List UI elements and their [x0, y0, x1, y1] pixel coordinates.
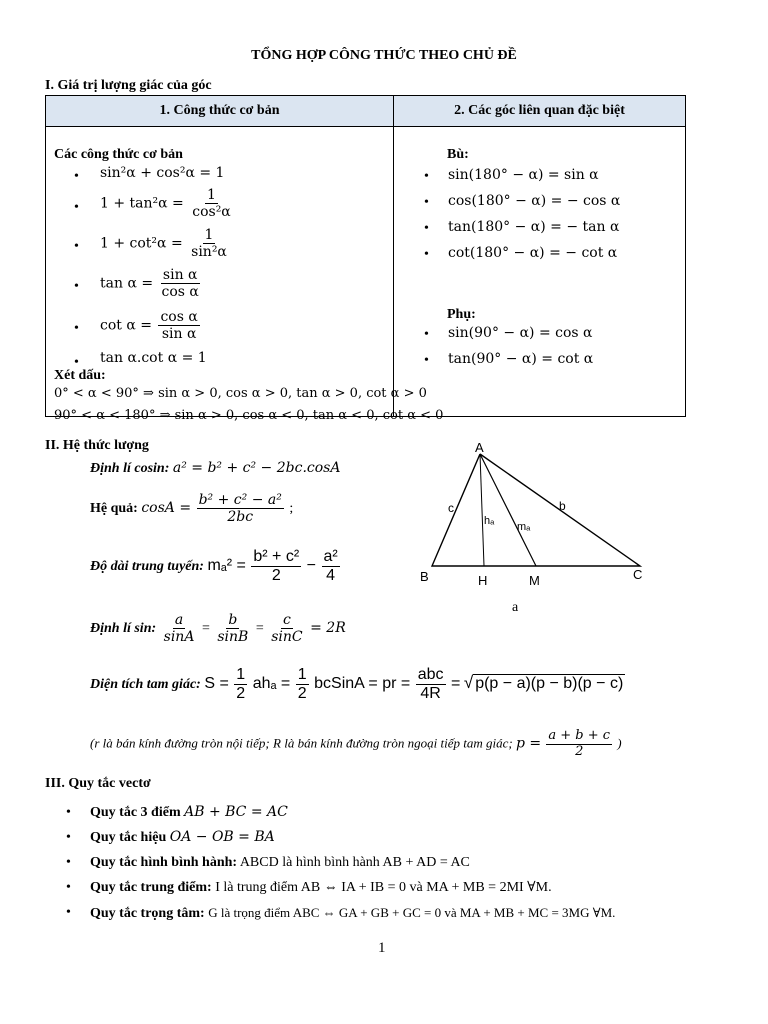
area-term2: bcSinA = pr = [314, 675, 411, 693]
sine-d3: sinC [271, 629, 303, 646]
triangle-outline [432, 454, 640, 566]
vertex-a-label: A [475, 440, 484, 455]
bullet: • [74, 239, 79, 254]
bullet: • [424, 221, 429, 236]
point-h-label: H [478, 573, 488, 588]
sine-n3: c [282, 612, 291, 628]
median-left: mₐ² = [207, 557, 246, 575]
basic-cell [46, 127, 444, 423]
page-number: 1 [378, 940, 386, 956]
altitude-label: hₐ [484, 515, 495, 527]
basic-label: Các công thức cơ bản [54, 147, 183, 162]
formula-5-num: cos α [160, 309, 198, 325]
area-half-den: 2 [236, 685, 246, 703]
median-length [90, 548, 342, 586]
formula-2-den: cos²α [192, 204, 231, 221]
area-4r: 4R [420, 685, 441, 703]
note-p: p = [515, 735, 542, 752]
angles-cell [394, 127, 686, 417]
formula-4-left: tan α = [100, 275, 154, 292]
note-num: a + b + c [548, 728, 611, 743]
sine-end: = 2R [310, 619, 346, 636]
formula-2-num: 1 [207, 187, 216, 203]
col1-header: 1. Công thức cơ bản [46, 96, 394, 127]
rule-label: Quy tắc trung điểm: [90, 880, 212, 895]
sine-n1: a [174, 612, 184, 628]
bullet: • [424, 169, 429, 184]
formula-5-den: sin α [161, 326, 197, 343]
cosine-law [90, 460, 340, 477]
col2-header: 2. Các góc liên quan đặc biệt [394, 96, 686, 127]
median-label: Độ dài trung tuyến: [90, 559, 204, 575]
area-half-num: 1 [234, 666, 247, 685]
formula-3-left: 1 + cot²α = [100, 235, 183, 252]
sqrt-icon: √ [463, 673, 474, 693]
list-item [60, 850, 615, 875]
corollary-num: b² + c² − a² [198, 492, 282, 508]
formula-4-num: sin α [162, 267, 198, 283]
sign-label: Xét dấu: [54, 368, 106, 383]
area-heron: p(p − a)(p − b)(p − c) [475, 675, 624, 693]
phu-2: tan(90° − α) = cot α [448, 351, 594, 367]
page-title: TỔNG HỢP CÔNG THỨC THEO CHỦ ĐỀ [251, 48, 517, 63]
bu-2: cos(180° − α) = − cos α [448, 193, 621, 209]
point-m-label: M [529, 573, 540, 588]
triangle-figure [412, 438, 662, 598]
rule-label: Quy tắc hiệu [90, 830, 167, 845]
bu-3: tan(180° − α) = − tan α [448, 219, 620, 235]
corollary-left: cosA = [141, 499, 192, 516]
rule-text: I là trung điểm AB ⇔ IA + IB = 0 và MA + MB = 2MI ∀M. [215, 880, 552, 895]
sine-n2: b [228, 612, 238, 628]
bullet: • [74, 279, 79, 294]
area-eq: = [451, 675, 461, 693]
formula-2 [100, 187, 235, 220]
bullet: • [424, 247, 429, 262]
rule-text: G là trọng điểm ABC ⇔ GA + GB + GC = 0 và MA + MB + MC = 3MG ∀M. [208, 905, 616, 920]
phu-1: sin(90° − α) = cos α [448, 325, 593, 341]
area-term1: ahₐ = [252, 675, 291, 693]
area-s: S = [204, 675, 229, 693]
altitude-line [480, 454, 484, 566]
sine-law: Định lí sin: $\frac{a}{\sin A}$ = $\frac{b}{\sin B}$ = $\frac{c}{\sin C}$ = 2R [90, 612, 346, 646]
bu-label: Bù: [447, 147, 469, 162]
section2-heading: II. Hệ thức lượng [45, 438, 149, 453]
formula-3-num: 1 [204, 227, 214, 243]
corollary-den: 2bc [227, 509, 254, 526]
median-label-fig: mₐ [517, 521, 531, 533]
area-label: Diện tích tam giác: [90, 677, 201, 693]
figure-caption: a [512, 600, 519, 615]
bullet: • [74, 321, 79, 336]
formula-3-den: sin²α [191, 244, 227, 261]
median-den2: 4 [326, 567, 336, 585]
sine-label: Định lí sin: [90, 620, 157, 636]
formula-table [45, 95, 686, 423]
cosine-corollary [90, 492, 293, 525]
area-note [90, 729, 622, 760]
bullet: • [74, 355, 79, 370]
cosine-formula: a² = b² + c² − 2bc.cosA [172, 460, 341, 476]
note-text: (r là bán kính đường tròn nội tiếp; R là bán kính đường tròn ngoại tiếp tam giác; [90, 735, 513, 751]
bullet: • [74, 169, 79, 184]
rule-label: Quy tắc 3 điểm [90, 805, 181, 820]
rule-text: ABCD là hình bình hành AB + AD = AC [239, 855, 470, 870]
formula-3 [100, 227, 231, 260]
median-den1: 2 [271, 567, 281, 585]
list-item [60, 875, 615, 900]
median-num2: a² [322, 548, 340, 567]
list-item [60, 800, 615, 825]
list-item [60, 825, 615, 850]
bullet: • [424, 353, 429, 368]
vector-rules-list [60, 800, 615, 925]
area-half-den-2: 2 [297, 685, 307, 703]
phu-label: Phụ: [447, 307, 476, 322]
triangle-area [90, 666, 625, 704]
side-b-label: b [559, 499, 566, 513]
sign-1: 0° < α < 90° ⇒ sin α > 0, cos α > 0, tan α > 0, cot α > 0 [54, 386, 427, 401]
area-half-num-2: 1 [296, 666, 309, 685]
cosine-label: Định lí cosin: [90, 461, 170, 476]
vertex-b-label: B [420, 569, 429, 584]
list-item [60, 900, 615, 925]
rule-text: AB + BC = AC [184, 804, 288, 820]
vertex-c-label: C [633, 567, 643, 582]
corollary-end: ; [289, 500, 294, 516]
median-num1: b² + c² [251, 548, 301, 567]
section3-heading: III. Quy tắc vectơ [45, 776, 151, 791]
area-abc: abc [416, 666, 446, 685]
formula-1: sin²α + cos²α = 1 [100, 165, 225, 181]
bullet: • [424, 327, 429, 342]
formula-4-den: cos α [161, 284, 199, 301]
sine-d1: sinA [163, 629, 195, 646]
formula-2-left: 1 + tan²α = [100, 195, 184, 212]
sine-d2: sinB [217, 629, 249, 646]
rule-label: Quy tắc trọng tâm: [90, 906, 205, 921]
note-end: ) [617, 735, 622, 751]
formula-4 [100, 267, 203, 300]
bu-1: sin(180° − α) = sin α [448, 167, 599, 183]
corollary-label: Hệ quả: [90, 500, 138, 516]
formula-6: tan α.cot α = 1 [100, 350, 207, 366]
note-den: 2 [575, 743, 584, 759]
bullet: • [424, 195, 429, 210]
rule-label: Quy tắc hình bình hành: [90, 855, 238, 870]
bu-4: cot(180° − α) = − cot α [448, 245, 618, 261]
section1-heading: I. Giá trị lượng giác của góc [45, 78, 212, 93]
median-minus: − [306, 557, 317, 575]
side-c-label: c [448, 501, 454, 515]
sign-2: 90° < α < 180° ⇒ sin α > 0, cos α < 0, tan α < 0, cot α < 0 [54, 408, 444, 423]
formula-5 [100, 309, 202, 342]
formula-5-left: cot α = [100, 317, 152, 334]
median-line [480, 454, 536, 566]
bullet: • [74, 200, 79, 215]
rule-text: OA − OB = BA [169, 829, 275, 845]
